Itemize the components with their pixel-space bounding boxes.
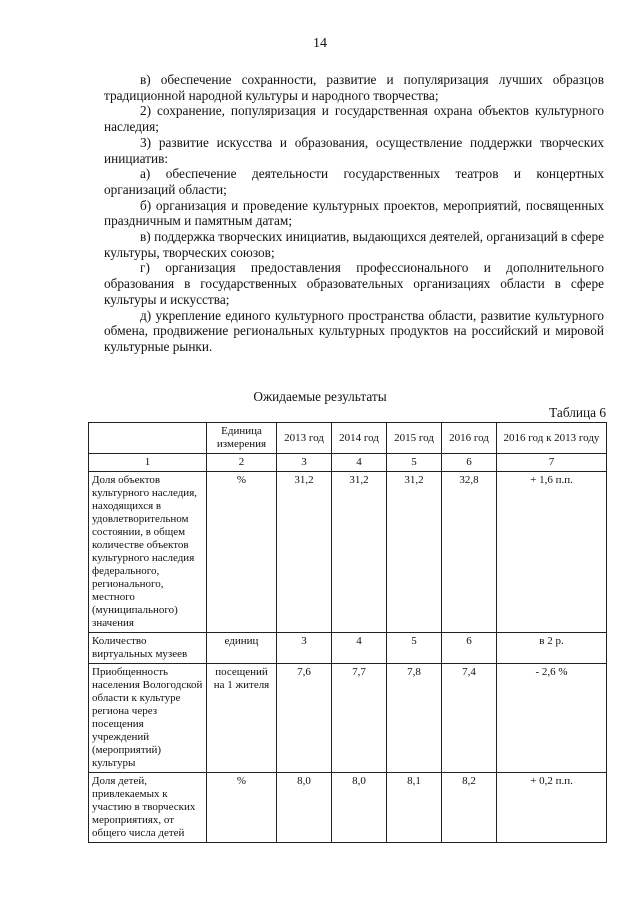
value-2016: 8,2 — [442, 773, 497, 843]
unit-cell: % — [207, 773, 277, 843]
paragraph: б) организация и проведение культурных проектов, мероприятий, посвященных праздничным и памятным датам; — [104, 197, 604, 229]
change-cell: в 2 р. — [497, 633, 607, 664]
column-number: 7 — [497, 454, 607, 472]
header-2016: 2016 год — [442, 423, 497, 454]
change-cell: + 0,2 п.п. — [497, 773, 607, 843]
table-title: Ожидаемые результаты — [253, 389, 387, 404]
value-2016: 6 — [442, 633, 497, 664]
header-2013: 2013 год — [277, 423, 332, 454]
value-2014: 8,0 — [332, 773, 387, 843]
column-number: 3 — [277, 454, 332, 472]
unit-cell: посещений на 1 жителя — [207, 664, 277, 773]
value-2013: 31,2 — [277, 472, 332, 633]
paragraph: в) обеспечение сохранности, развитие и популяризация лучших образцов традиционной народной культуры и народного творчества; — [104, 72, 604, 103]
header-change: 2016 год к 2013 году — [497, 423, 607, 454]
value-2013: 3 — [277, 633, 332, 664]
results-table — [88, 422, 607, 843]
unit-cell: единиц — [207, 633, 277, 664]
change-cell: + 1,6 п.п. — [497, 472, 607, 633]
header-unit: Единица измерения — [207, 423, 277, 454]
table-header-row — [89, 423, 607, 454]
body-text — [104, 72, 604, 355]
column-number: 2 — [207, 454, 277, 472]
value-2014: 4 — [332, 633, 387, 664]
value-2015: 7,8 — [387, 664, 442, 773]
column-number: 4 — [332, 454, 387, 472]
paragraph: в) поддержка творческих инициатив, выдающихся деятелей, организаций в сфере культуры, творческих союзов; — [104, 229, 604, 260]
paragraph: г) организация предоставления профессионального и дополнительного образования в государственных образовательных организациях области в сфере культуры и искусства; — [104, 260, 604, 307]
value-2013: 7,6 — [277, 664, 332, 773]
table-label: Таблица 6 — [549, 405, 606, 420]
value-2016: 7,4 — [442, 664, 497, 773]
header-indicator — [89, 423, 207, 454]
table-row — [89, 773, 607, 843]
column-number: 6 — [442, 454, 497, 472]
value-2015: 8,1 — [387, 773, 442, 843]
table-row — [89, 472, 607, 633]
header-2015: 2015 год — [387, 423, 442, 454]
value-2015: 31,2 — [387, 472, 442, 633]
value-2015: 5 — [387, 633, 442, 664]
column-number: 5 — [387, 454, 442, 472]
value-2014: 31,2 — [332, 472, 387, 633]
column-number: 1 — [89, 454, 207, 472]
paragraph: 3) развитие искусства и образования, осуществление поддержки творческих инициатив: — [104, 134, 604, 166]
value-2013: 8,0 — [277, 773, 332, 843]
indicator-name: Доля детей, привлекаемых к участию в творческих мероприятиях, от общего числа детей — [89, 773, 207, 843]
header-2014: 2014 год — [332, 423, 387, 454]
paragraph: д) укрепление единого культурного пространства области, развитие культурного обмена, продвижение региональных культурных продуктов на российский и мировой культурные рынки. — [104, 307, 604, 354]
table-row — [89, 633, 607, 664]
value-2014: 7,7 — [332, 664, 387, 773]
paragraph: 2) сохранение, популяризация и государственная охрана объектов культурного наследия; — [104, 103, 604, 135]
indicator-name: Количество виртуальных музеев — [89, 633, 207, 664]
change-cell: - 2,6 % — [497, 664, 607, 773]
column-number-row — [89, 454, 607, 472]
table-row — [89, 664, 607, 773]
indicator-name: Приобщенность населения Вологодской области к культуре региона через посещения учреждений (мероприятий) культуры — [89, 664, 207, 773]
indicator-name: Доля объектов культурного наследия, находящихся в удовлетворительном состоянии, в общем количестве объектов культурного наследия федерального, регионального, местного (муниципального) значения — [89, 472, 207, 633]
unit-cell: % — [207, 472, 277, 633]
value-2016: 32,8 — [442, 472, 497, 633]
page-number: 14 — [313, 36, 327, 51]
paragraph: а) обеспечение деятельности государственных театров и концертных организаций области; — [104, 166, 604, 197]
